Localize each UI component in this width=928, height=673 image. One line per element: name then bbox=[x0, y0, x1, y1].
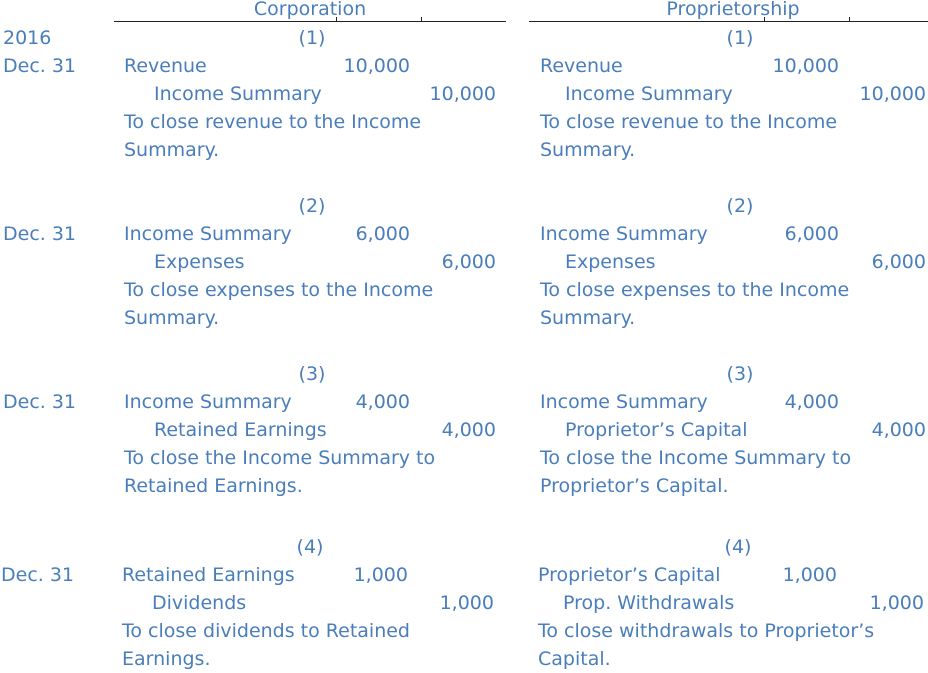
entry-date: Dec. 31 bbox=[3, 55, 77, 77]
prop-debit-account: Income Summary bbox=[540, 223, 708, 245]
corp-explanation: To close revenue to the Income bbox=[124, 111, 422, 133]
corp-credit-amount: 6,000 bbox=[441, 251, 496, 273]
prop-explanation: To close the Income Summary to bbox=[540, 447, 852, 469]
corporation-rule-tick bbox=[336, 17, 337, 22]
entry-date: Dec. 31 bbox=[1, 564, 75, 586]
prop-debit-amount: 10,000 bbox=[772, 55, 839, 77]
corp-explanation: Summary. bbox=[124, 307, 220, 329]
corp-credit-account: Income Summary bbox=[154, 83, 322, 105]
corporation-rule-tick bbox=[421, 17, 422, 22]
corp-credit-amount: 1,000 bbox=[439, 592, 494, 614]
corp-credit-account: Dividends bbox=[152, 592, 247, 614]
corp-debit-account: Revenue bbox=[124, 55, 207, 77]
corp-credit-amount: 10,000 bbox=[429, 83, 496, 105]
corp-explanation: Summary. bbox=[124, 139, 220, 161]
corp-explanation: To close the Income Summary to bbox=[124, 447, 436, 469]
entry-date: Dec. 31 bbox=[3, 391, 77, 413]
corp-debit-amount: 4,000 bbox=[355, 391, 410, 413]
prop-explanation: To close withdrawals to Proprietor’s bbox=[538, 620, 875, 642]
corporation-header-rule bbox=[114, 21, 506, 22]
prop-credit-account: Proprietor’s Capital bbox=[565, 419, 748, 441]
prop-credit-account: Income Summary bbox=[565, 83, 733, 105]
prop-explanation: To close revenue to the Income bbox=[540, 111, 838, 133]
entry-number: (1) bbox=[298, 27, 326, 49]
prop-debit-account: Revenue bbox=[540, 55, 623, 77]
corp-credit-account: Retained Earnings bbox=[154, 419, 327, 441]
corp-debit-account: Retained Earnings bbox=[122, 564, 295, 586]
proprietorship-rule-tick bbox=[849, 17, 850, 22]
prop-debit-account: Proprietor’s Capital bbox=[538, 564, 721, 586]
corporation-header: Corporation bbox=[253, 0, 367, 20]
prop-credit-amount: 1,000 bbox=[869, 592, 924, 614]
prop-credit-amount: 4,000 bbox=[871, 419, 926, 441]
corp-explanation: To close expenses to the Income bbox=[124, 279, 434, 301]
journal-year: 2016 bbox=[3, 27, 52, 49]
corp-debit-account: Income Summary bbox=[124, 391, 292, 413]
prop-explanation: Proprietor’s Capital. bbox=[540, 475, 729, 497]
prop-credit-amount: 10,000 bbox=[859, 83, 926, 105]
prop-debit-amount: 1,000 bbox=[782, 564, 837, 586]
corp-debit-amount: 6,000 bbox=[355, 223, 410, 245]
corp-explanation: Earnings. bbox=[122, 648, 211, 670]
prop-explanation: Summary. bbox=[540, 307, 636, 329]
prop-credit-amount: 6,000 bbox=[871, 251, 926, 273]
entry-date: Dec. 31 bbox=[3, 223, 77, 245]
entry-number: (2) bbox=[298, 195, 326, 217]
proprietorship-rule-tick bbox=[764, 17, 765, 22]
corp-explanation: To close dividends to Retained bbox=[122, 620, 410, 642]
corp-debit-account: Income Summary bbox=[124, 223, 292, 245]
prop-credit-account: Prop. Withdrawals bbox=[563, 592, 735, 614]
prop-explanation: To close expenses to the Income bbox=[540, 279, 850, 301]
entry-number: (3) bbox=[298, 363, 326, 385]
corp-debit-amount: 10,000 bbox=[343, 55, 410, 77]
prop-debit-amount: 4,000 bbox=[784, 391, 839, 413]
corp-credit-account: Expenses bbox=[154, 251, 245, 273]
prop-explanation: Summary. bbox=[540, 139, 636, 161]
entry-number: (2) bbox=[726, 195, 754, 217]
entry-number: (1) bbox=[726, 27, 754, 49]
proprietorship-header: Proprietorship bbox=[666, 0, 800, 20]
prop-debit-account: Income Summary bbox=[540, 391, 708, 413]
prop-credit-account: Expenses bbox=[565, 251, 656, 273]
entry-number: (4) bbox=[724, 536, 752, 558]
corp-debit-amount: 1,000 bbox=[353, 564, 408, 586]
prop-debit-amount: 6,000 bbox=[784, 223, 839, 245]
proprietorship-header-rule bbox=[529, 21, 928, 22]
prop-explanation: Capital. bbox=[538, 648, 611, 670]
entry-number: (4) bbox=[296, 536, 324, 558]
corp-explanation: Retained Earnings. bbox=[124, 475, 303, 497]
corp-credit-amount: 4,000 bbox=[441, 419, 496, 441]
entry-number: (3) bbox=[726, 363, 754, 385]
